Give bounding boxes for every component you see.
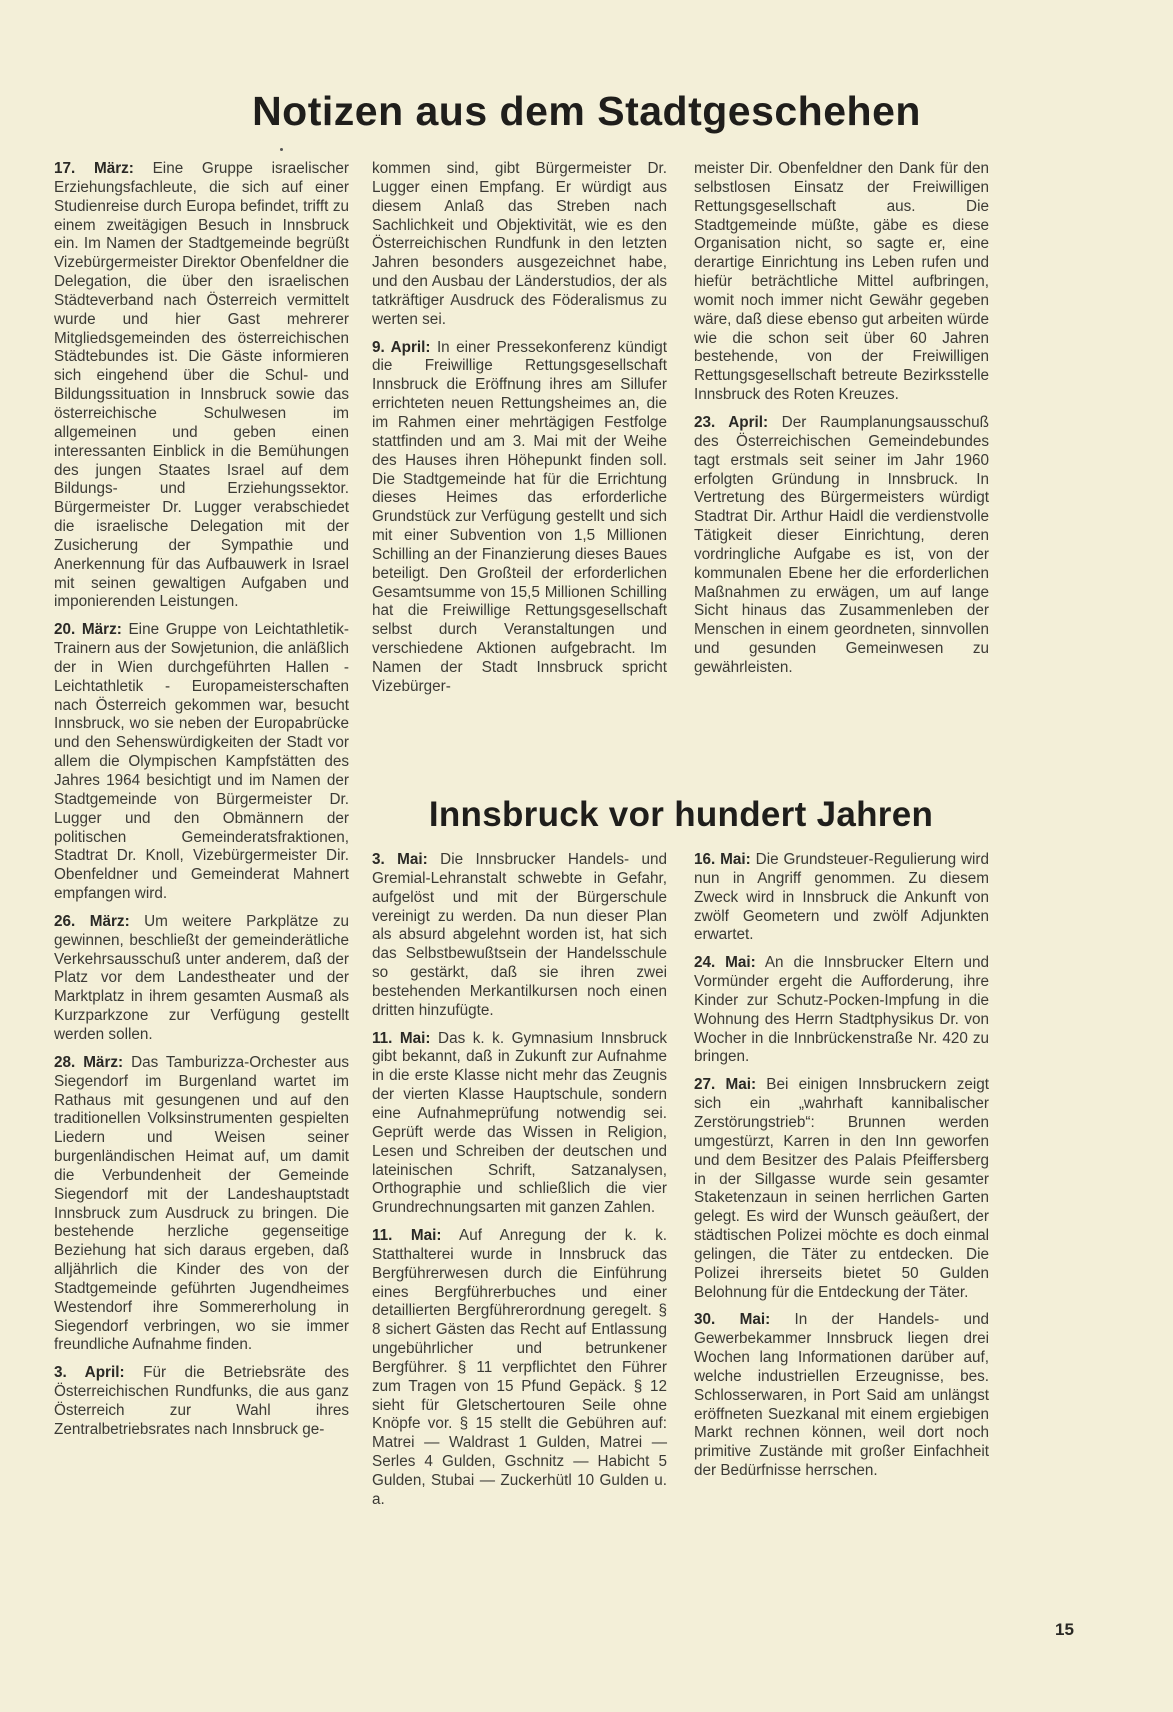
entry-text: In der Handels- und Gewerbekammer Innsbruck liegen drei Wochen lang Informationen darüber auf, welche industriellen Erzeugnisse, bes. Schlosserwaren, in Port Said am unlängst eröffneten Suezkanal mit einem ergiebigen Markt rechnen können, weil dort noch primitive Zustände mit großer Einfachheit der Bedürfnisse herrschen. [694, 1311, 990, 1480]
entry-date: 27. Mai: [694, 1076, 757, 1094]
entry-text: Die Innsbrucker Handels- und Gremial-Lehranstalt schwebte in Gefahr, aufgelöst und mit der Bürgerschule vereinigt zu werden. Da nun dieser Plan als absurd abgelehnt worden ist, hat sich das Selbstbewußtsein der Handelsschule so gestärkt, daß sie ihren zwei bestehenden Merkantilkursen noch einen dritten hinzufügte. [372, 851, 667, 1019]
news-entry [54, 1364, 349, 1439]
entry-text: In einer Pressekonferenz kündigt die Freiwillige Rettungsgesellschaft Innsbruck die Eröffnung ihres am Sillufer errichteten neuen Rettungsheimes an, die im Rahmen einer mehrtägigen Festfolge stattfinden und am 3. Mai mit der Weihe des Hauses ihren Höhepunkt finden soll. Die Stadtgemeinde hat für die Errichtung dieses Heimes das erforderliche Grundstück zur Verfügung gestellt und sich mit einer Subvention von 1,5 Millionen Schilling an der Finanzierung dieses Baues beteiligt. Den Großteil der erforderlichen Gesamtsumme von 15,5 Millionen Schilling hat die Freiwillige Rettungsgesellschaft selbst durch Veranstaltungen und verschiedene Aktionen aufgebracht. Im Namen der Stadt Innsbruck spricht Vizebürger- [372, 338, 668, 695]
decorative-dot [280, 148, 283, 151]
section-title: Innsbruck vor hundert Jahren [428, 795, 934, 834]
entry-date: 30. Mai: [694, 1311, 771, 1329]
page-number: 15 [1055, 1620, 1074, 1639]
news-entry [372, 339, 667, 697]
page-title: Notizen aus dem Stadtgeschehen [252, 88, 921, 134]
entry-text: Für die Betriebsräte des Österreichischen Rundfunks, die aus ganz Österreich zur Wahl ihres Zentralbetriebsrates nach Innsbruck ge- [54, 1364, 350, 1438]
news-entry [372, 160, 667, 330]
news-entry [54, 621, 349, 904]
entry-text: meister Dir. Obenfeldner den Dank für den selbstlosen Einsatz der Freiwilligen Rettungsgesellschaft aus. Die Stadtgemeinde müßte, gäbe es diese Organisation nicht, so sagte er, eine derartige Einrichtung ins Leben rufen und hiefür beträchtliche Mittel aufbringen, womit noch immer nicht Gewähr gegeben wäre, daß diese ebenso gut arbeiten würde wie die schon seit über 60 Jahren bestehende, von der Freiwilligen Rettungsgesellschaft betreute Bezirksstelle Innsbruck des Roten Kreuzes. [694, 160, 989, 404]
entry-date: 16. Mai: [694, 851, 751, 868]
column-2 [372, 160, 667, 706]
entry-date: 17. März: [54, 160, 134, 177]
news-entry [694, 954, 989, 1067]
news-entry [372, 1030, 667, 1218]
entry-text: Um weitere Parkplätze zu gewinnen, beschließt der gemeinderätliche Verkehrsausschuß unter anderem, daß der Platz vor dem Landestheater und der Marktplatz in ihrem gesamten Ausmaß als Kurzparkzone zur Verfügung gestellt werden sollen. [54, 912, 350, 1043]
entry-date: 9. April: [372, 338, 431, 356]
entry-text: Eine Gruppe von Leichtathletik-Trainern aus der Sowjetunion, die anläßlich der in Wien durchgeführten Hallen - Leichtathletik - Europameisterschaften nach Österreich gekommen war, besucht Innsbruck, wo sie neben der Europabrücke und den Sehenswürdigkeiten der Stadt vor allem die Olympischen Kampfstätten des Jahres 1964 besichtigt und im Namen der Stadtgemeinde von Bürgermeister Dr. Lugger und den Obmännern der politischen Gemeinderatsfraktionen, Stadtrat Dr. Knoll, Vizebürgermeister Dir. Obenfeldner und Gemeinderat Mahnert empfangen wird. [54, 621, 350, 903]
news-entry [372, 1227, 667, 1510]
column-3 [694, 160, 989, 687]
entry-text: Bei einigen Innsbruckern zeigt sich ein „wahrhaft kannibalischer Zerstörungstrieb“: Brunnen werden umgestürzt, Karren in den Inn geworfen und dem Besitzer des Palais Pfeiffersberg in der Sillgasse wurde sein gesamter Staketenzaun in seinen herrlichen Garten gelegt. Es wird der Wunsch geäußert, der städtischen Polizei möchte es doch einmal gelingen, die Täter zu entdecken. Die Polizei ihrerseits bietet 50 Gulden Belohnung für die Entdeckung der Täter. [694, 1076, 990, 1301]
entry-date: 26. März: [54, 912, 130, 930]
entry-text: kommen sind, gibt Bürgermeister Dr. Lugger einen Empfang. Er würdigt aus diesem Anlaß das Streben nach Sachlichkeit und Objektivität, wie es den Österreichischen Rundfunk in den letzten Jahren besonders ausgezeichnet habe, und den Ausbau der Länderstudios, der als tatkräftiger Ausdruck des Föderalismus zu werten sei. [372, 160, 667, 328]
entry-date: 3. Mai: [372, 851, 428, 868]
news-entry [694, 1076, 989, 1302]
entry-text: Das k. k. Gymnasium Innsbruck gibt bekannt, daß in Zukunft zur Aufnahme in die erste Klasse nicht mehr das Zeugnis der vierten Klasse Hauptschule, sondern eine Aufnahmeprüfung notwendig sei. Geprüft werde das Wissen in Religion, Lesen und Schreiben der deutschen und lateinischen Schrift, Satzanalysen, Orthographie und schließlich die vier Grundrechnungsarten mit ganzen Zahlen. [372, 1029, 668, 1217]
news-entry [54, 913, 349, 1045]
news-entry [54, 160, 349, 612]
entry-text: Der Raumplanungsausschuß des Österreichischen Gemeindebundes tagt erstmals seit seiner im Jahr 1960 erfolgten Gründung in Innsbruck. In Vertretung des Bürgermeisters würdigt Stadtrat Dir. Arthur Haidl die verdienstvolle Tätigkeit dieser Einrichtung, deren vordringliche Aufgabe es ist, von der kommunalen Ebene her die erforderlichen Maßnahmen zu erwägen, um auf lange Sicht hinaus das Zusammenleben der Menschen in einem geordneten, sinnvollen und gesunden Gemeinwesen zu gewährleisten. [694, 413, 989, 676]
entry-text: Auf Anregung der k. k. Statthalterei wurde in Innsbruck das Bergführerwesen durch die Einführung eines Bergführerbuches und einer detaillierten Bergführerordnung geregelt. § 8 sichert Gästen das Recht auf Entlassung ungebührlicher und betrunkener Bergführer. § 11 verpflichtet den Führer zum Tragen von 15 Pfund Gepäck. § 12 sieht für Gletschertouren Seile ohne Knöpfe vor. § 15 stellt die Gebühren auf: Matrei — Waldrast 1 Gulden, Matrei — Serles 4 Gulden, Gschnitz — Habicht 5 Gulden, Stubai — Zuckerhütl 10 Gulden u. a. [372, 1227, 668, 1508]
history-column-1 [372, 851, 667, 1519]
news-entry [694, 1311, 989, 1481]
entry-date: 11. Mai: [372, 1227, 442, 1245]
entry-date: 23. April: [694, 413, 769, 431]
entry-text: Die Grundsteuer-Regulierung wird nun in Angriff genommen. Zu diesem Zweck wird in Innsbruck die Ankunft von zwölf Geometern und zwölf Adjunkten erwartet. [694, 851, 990, 944]
column-1 [54, 160, 349, 1449]
entry-date: 3. April: [54, 1364, 125, 1382]
entry-date: 28. März: [54, 1053, 124, 1071]
news-entry [54, 1054, 349, 1356]
history-column-2 [694, 851, 989, 1490]
news-entry [694, 851, 989, 945]
entry-date: 11. Mai: [372, 1029, 431, 1047]
news-entry [694, 414, 989, 678]
entry-text: An die Innsbrucker Eltern und Vormünder ergeht die Aufforderung, ihre Kinder zur Schutz-Pocken-Impfung in die Wohnung des Herrn Stadtphysikus Dr. von Wocher in die Innbrückenstraße Nr. 420 zu bringen. [694, 954, 990, 1066]
news-entry [372, 851, 667, 1021]
entry-text: Eine Gruppe israelischer Erziehungsfachleute, die sich auf einer Studienreise durch Europa befindet, trifft zu einem zweitägigen Besuch in Innsbruck ein. Im Namen der Stadtgemeinde begrüßt Vizebürgermeister Direktor Obenfeldner die Delegation, die über den israelischen Städteverband nach Österreich vermittelt wurde und hier Gast mehrerer Mitgliedsgemeinden des österreichischen Städtebundes ist. Die Gäste informieren sich eingehend über die Schul- und Bildungssituation in Innsbruck sowie das österreichische Schulwesen im allgemeinen und geben einen interessanten Einblick in die Bemühungen des jungen Staates Israel auf dem Bildungs- und Erziehungssektor. Bürgermeister Dr. Lugger verabschiedet die israelische Delegation mit der Zusicherung der Sympathie und Anerkennung für das Aufbauwerk in Israel mit seinen gewaltigen Aufgaben und imponierenden Leistungen. [54, 160, 349, 611]
entry-text: Das Tamburizza-Orchester aus Siegendorf im Burgenland wartet im Rathaus mit gesungenen und auf den traditionellen Volksinstrumenten gespielten Liedern und Weisen seiner burgenländischen Heimat auf, um damit die Verbundenheit der Gemeinde Siegendorf mit der Landeshauptstadt Innsbruck zum Ausdruck zu bringen. Die bestehende herzliche gegenseitige Beziehung hat sich daraus ergeben, daß alljährlich die Kinder des von der Stadtgemeinde geführten Jugendheimes Westendorf ihre Sommererholung in Siegendorf verbringen, wo sie immer freundliche Aufnahme finden. [54, 1053, 349, 1354]
news-entry [694, 160, 989, 405]
entry-date: 20. März: [54, 621, 122, 639]
entry-date: 24. Mai: [694, 954, 756, 972]
